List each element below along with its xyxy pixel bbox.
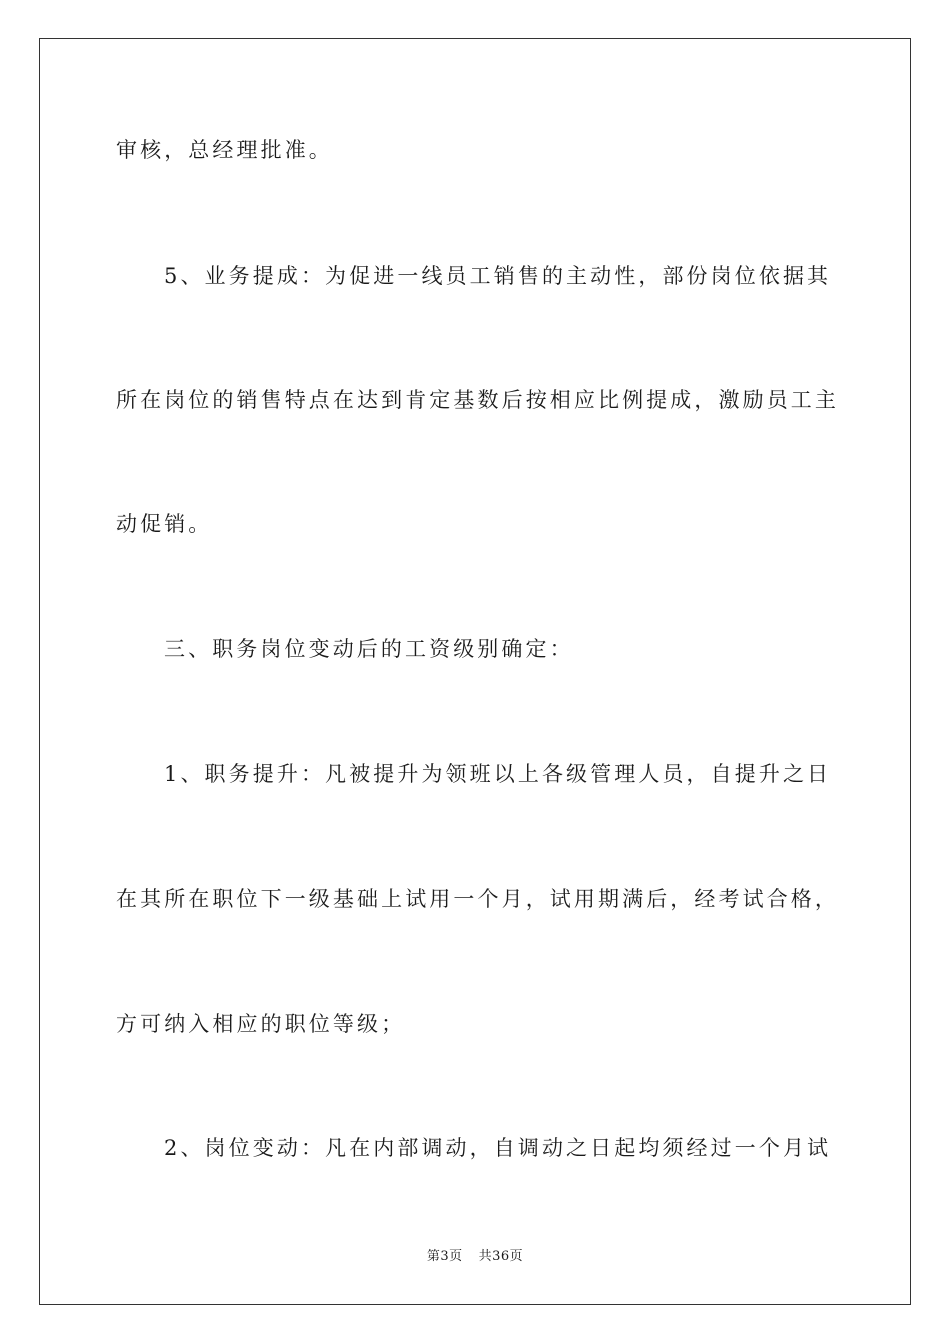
text-line-6: 1、职务提升：凡被提升为领班以上各级管理人员，自提升之日 [164, 762, 832, 786]
text-line-8: 方可纳入相应的职位等级； [116, 1012, 406, 1036]
text-line-7: 在其所在职位下一级基础上试用一个月，试用期满后，经考试合格， [116, 887, 839, 911]
text-line-9: 2、岗位变动：凡在内部调动，自调动之日起均须经过一个月试 [164, 1136, 832, 1160]
text-line-1: 审核，总经理批准。 [116, 138, 333, 162]
text-line-3: 所在岗位的销售特点在达到肯定基数后按相应比例提成，激励员工主 [116, 388, 839, 412]
page-footer [0, 1248, 950, 1266]
text-line-2: 5、业务提成：为促进一线员工销售的主动性，部份岗位依据其 [164, 264, 832, 288]
page-total: 共36页 [478, 1249, 524, 1264]
text-line-5: 三、职务岗位变动后的工资级别确定： [164, 637, 574, 661]
page-number: 第3页 [426, 1249, 463, 1264]
page-border [39, 38, 911, 1305]
text-line-4: 动促销。 [116, 512, 213, 536]
